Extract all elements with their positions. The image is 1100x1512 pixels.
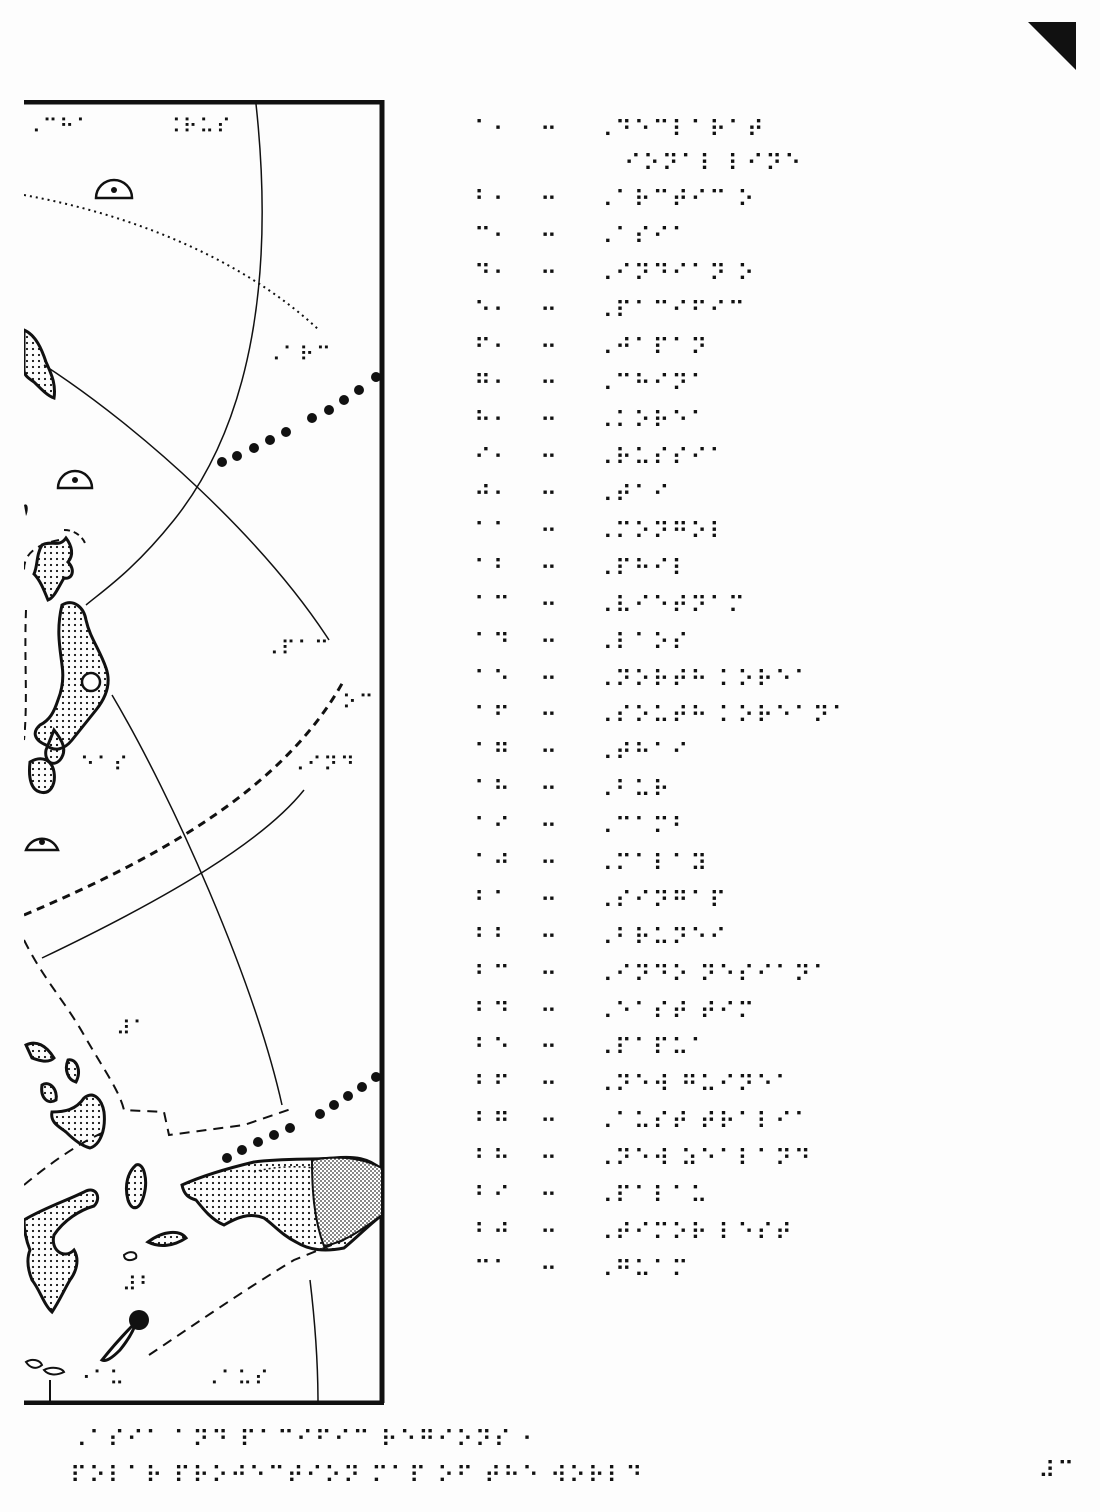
meridian-line-2 (112, 695, 282, 1105)
legend-value: ⠠⠅⠕⠗⠑⠁ (596, 408, 710, 435)
legend-entry (474, 662, 1034, 699)
legend-key: ⠁⠊ (474, 814, 512, 841)
legend-entry (474, 1178, 1034, 1215)
legend-value: ⠠⠝⠑⠺ ⠵⠑⠁⠇⠁⠝⠙ (596, 1146, 813, 1173)
legend-value: ⠠⠎⠊⠝⠛⠁⠏ (596, 887, 728, 914)
legend-key: ⠃⠓ (474, 1146, 512, 1173)
legend-key: ⠓⠂ (474, 408, 512, 435)
legend-entry (474, 1252, 1034, 1289)
island-marker-3 (26, 839, 58, 850)
legend-key: ⠁⠁ (474, 519, 512, 546)
legend-entry (474, 698, 1034, 735)
legend-value: ⠠⠚⠁⠏⠁⠝ (596, 334, 710, 361)
map-label: ⠑⠁⠎ (80, 752, 130, 776)
legend-key: ⠃⠃ (474, 924, 512, 951)
legend-separator: ⠒ (540, 740, 559, 767)
legend-entry (474, 957, 1034, 994)
kamchatka-landmass (24, 330, 55, 398)
legend-key: ⠁⠋ (474, 703, 512, 730)
legend-key: ⠃⠂ (474, 187, 512, 213)
legend-value: ⠠⠍⠕⠝⠛⠕⠇ (596, 519, 728, 546)
legend-value: ⠠⠝⠑⠺ ⠛⠥⠊⠝⠑⠁ (596, 1072, 794, 1099)
legend-key: ⠛⠂ (474, 371, 512, 398)
map-label: ⠼⠁ (116, 1016, 150, 1040)
legend-separator: ⠒ (540, 1035, 559, 1062)
legend-entry (474, 588, 1034, 625)
legend-key: ⠉⠁ (474, 1256, 512, 1283)
legend-key: ⠁⠉ (474, 592, 512, 619)
legend-key: ⠃⠉ (474, 961, 512, 988)
legend-separator: ⠒ (540, 1256, 559, 1283)
legend-key: ⠃⠑ (474, 1035, 512, 1062)
legend-separator: ⠒ (540, 1109, 559, 1136)
border-dashed (24, 940, 294, 1135)
island-marker-1 (96, 180, 132, 198)
legend-value: ⠠⠃⠥⠗ (596, 777, 672, 804)
legend-separator: ⠒ (540, 260, 559, 287)
legend-key: ⠊⠂ (474, 445, 512, 472)
capital-circle (82, 673, 100, 691)
legend-value: ⠠⠎⠕⠥⠞⠓ ⠅⠕⠗⠑⠁⠝⠁ (596, 703, 851, 730)
legend-key: ⠁⠓ (474, 777, 512, 804)
legend-entry (474, 219, 1034, 256)
map-legend (474, 112, 1034, 1289)
legend-separator: ⠒ (540, 117, 559, 143)
legend-entry (474, 883, 1034, 920)
legend-key: ⠁⠛ (474, 740, 512, 767)
legend-separator: ⠒ (540, 629, 559, 656)
legend-entry (474, 1104, 1034, 1141)
legend-separator: ⠒ (540, 961, 559, 988)
legend-separator: ⠒ (540, 1146, 559, 1173)
legend-value: ⠠⠧⠊⠑⠞⠝⠁⠍ (596, 592, 747, 619)
legend-key: ⠃⠊ (474, 1183, 512, 1210)
arctic-circle-line (24, 195, 319, 330)
legend-entry (474, 1030, 1034, 1067)
legend-key: ⠃⠛ (474, 1109, 512, 1136)
legend-value: ⠠⠏⠓⠊⠇ (596, 555, 691, 582)
legend-value: ⠠⠏⠁⠉⠊⠋⠊⠉ (596, 297, 747, 324)
legend-entry (474, 625, 1034, 662)
page-number: ⠼⠉ (1038, 1458, 1076, 1484)
map-label: ⠨⠗⠥⠎ (166, 114, 233, 138)
legend-value: ⠠⠉⠁⠍⠃ (596, 814, 691, 841)
legend-value: ⠠⠝⠕⠗⠞⠓ ⠅⠕⠗⠑⠁ (596, 666, 813, 693)
legend-entry (474, 366, 1034, 403)
map-label: ⠠⠉⠓⠁ (26, 114, 93, 138)
legend-value: ⠠⠃⠗⠥⠝⠑⠊ (596, 924, 728, 951)
legend-entry (474, 514, 1034, 551)
legend-value-continued: ⠊⠕⠝⠁⠇ ⠇⠊⠝⠑ (624, 151, 803, 177)
equator-dots (217, 372, 381, 467)
legend-separator: ⠒ (540, 371, 559, 398)
legend-value: ⠠⠁⠎⠊⠁ (596, 223, 691, 250)
map-label: ⠼⠃ (122, 1272, 156, 1296)
title-line-2: ⠏⠕⠇⠁⠗ ⠏⠗⠕⠚⠑⠉⠞⠊⠕⠝ ⠍⠁⠏ ⠕⠋ ⠞⠓⠑ ⠺⠕⠗⠇⠙ (70, 1463, 645, 1489)
legend-key: ⠃⠚ (474, 1219, 512, 1246)
legend-value: ⠠⠞⠁⠊ (596, 482, 672, 509)
legend-key: ⠚⠂ (474, 482, 512, 509)
legend-entry (474, 477, 1034, 514)
legend-separator: ⠒ (540, 924, 559, 951)
legend-value: ⠠⠗⠥⠎⠎⠊⠁ (596, 445, 728, 472)
legend-value: ⠠⠑⠁⠎⠞ ⠞⠊⠍ (596, 998, 757, 1025)
legend-key: ⠁⠙ (474, 629, 512, 656)
legend-separator: ⠒ (540, 1072, 559, 1099)
legend-entry (474, 994, 1034, 1031)
legend-entry (474, 403, 1034, 440)
legend-value: ⠠⠏⠁⠏⠥⠁ (596, 1035, 710, 1062)
legend-value: ⠠⠛⠥⠁⠍ (596, 1256, 691, 1283)
philippines-island (26, 1043, 54, 1061)
legend-separator: ⠒ (540, 814, 559, 841)
meridian-line-3 (310, 1280, 318, 1403)
legend-key: ⠁⠃ (474, 555, 512, 582)
legend-separator: ⠒ (540, 592, 559, 619)
legend-value: ⠠⠇⠁⠕⠎ (596, 629, 691, 656)
legend-separator: ⠒ (540, 666, 559, 693)
legend-separator: ⠒ (540, 703, 559, 730)
legend-key: ⠑⠂ (474, 297, 512, 324)
borneo-island (24, 1190, 98, 1312)
legend-value: ⠠⠁⠥⠎⠞ ⠞⠗⠁⠇⠊⠁ (596, 1109, 813, 1136)
legend-value: ⠠⠙⠑⠉⠇⠁⠗⠁⠞ (596, 117, 766, 143)
legend-entry (474, 846, 1034, 883)
legend-entry (474, 1141, 1034, 1178)
legend-separator: ⠒ (540, 555, 559, 582)
legend-key: ⠃⠋ (474, 1072, 512, 1099)
legend-entry (474, 735, 1034, 772)
hokkaido-island (34, 538, 72, 600)
legend-key: ⠃⠙ (474, 998, 512, 1025)
legend-separator: ⠒ (540, 777, 559, 804)
legend-separator: ⠒ (540, 187, 559, 213)
legend-entry (474, 1215, 1034, 1252)
legend-entry (474, 182, 1034, 219)
city-point (129, 1310, 149, 1330)
legend-key: ⠁⠑ (474, 666, 512, 693)
legend-separator: ⠒ (540, 851, 559, 878)
legend-separator: ⠒ (540, 334, 559, 361)
legend-key: ⠃⠁ (474, 887, 512, 914)
legend-separator: ⠒ (540, 445, 559, 472)
legend-separator: ⠒ (540, 887, 559, 914)
map-label: ⠠⠏⠁⠉ (264, 636, 331, 660)
legend-separator: ⠒ (540, 408, 559, 435)
legend-value: ⠠⠉⠓⠊⠝⠁ (596, 371, 710, 398)
legend-separator: ⠒ (540, 482, 559, 509)
map-title (70, 1422, 970, 1494)
legend-key: ⠙⠂ (474, 260, 512, 287)
legend-entry (474, 440, 1034, 477)
legend-separator: ⠒ (540, 1219, 559, 1246)
legend-value: ⠠⠊⠝⠙⠊⠁⠝ ⠕ (596, 260, 757, 287)
legend-entry (474, 330, 1034, 367)
map-label: ⠠⠊⠝⠙ (290, 752, 357, 776)
map-label: ⠠⠁⠥⠎ (204, 1366, 271, 1390)
legend-value: ⠠⠞⠓⠁⠊ (596, 740, 691, 767)
legend-entry (474, 772, 1034, 809)
legend-entry (474, 112, 1034, 182)
legend-entry (474, 809, 1034, 846)
legend-key: ⠉⠂ (474, 223, 512, 250)
legend-value: ⠠⠁⠗⠉⠞⠊⠉ ⠕ (596, 187, 757, 213)
title-line-1: ⠠⠁⠎⠊⠁ ⠁⠝⠙ ⠏⠁⠉⠊⠋⠊⠉ ⠗⠑⠛⠊⠕⠝⠎ ⠂ (70, 1427, 541, 1453)
legend-separator: ⠒ (540, 998, 559, 1025)
legend-separator: ⠒ (540, 1183, 559, 1210)
legend-value: ⠠⠞⠊⠍⠕⠗ ⠇⠑⠎⠞ (596, 1219, 794, 1246)
legend-separator: ⠒ (540, 297, 559, 324)
legend-entry (474, 293, 1034, 330)
page-corner-marker (1028, 22, 1076, 70)
legend-value: ⠠⠍⠁⠇⠁⠽ (596, 851, 710, 878)
legend-key: ⠁⠚ (474, 851, 512, 878)
legend-separator: ⠒ (540, 223, 559, 250)
tactile-map (24, 100, 386, 1405)
legend-entry (474, 551, 1034, 588)
map-label: ⠐⠁⠥ (76, 1366, 126, 1390)
legend-entry (474, 256, 1034, 293)
legend-entry (474, 1067, 1034, 1104)
legend-value: ⠠⠏⠁⠇⠁⠥ (596, 1183, 710, 1210)
legend-entry (474, 920, 1034, 957)
new-guinea-hatched-region (312, 1158, 382, 1246)
island-marker-2 (58, 471, 92, 488)
legend-key: ⠋⠂ (474, 334, 512, 361)
parallel-line-2 (42, 790, 304, 958)
map-label: ⠕⠉ (342, 690, 376, 714)
legend-value: ⠠⠊⠝⠙⠕ ⠝⠑⠎⠊⠁⠝⠁ (596, 961, 832, 988)
legend-separator: ⠒ (540, 519, 559, 546)
map-label: ⠠⠁⠗⠉ (266, 342, 333, 366)
timor-island (102, 1322, 136, 1361)
legend-key: ⠁⠂ (474, 117, 512, 143)
